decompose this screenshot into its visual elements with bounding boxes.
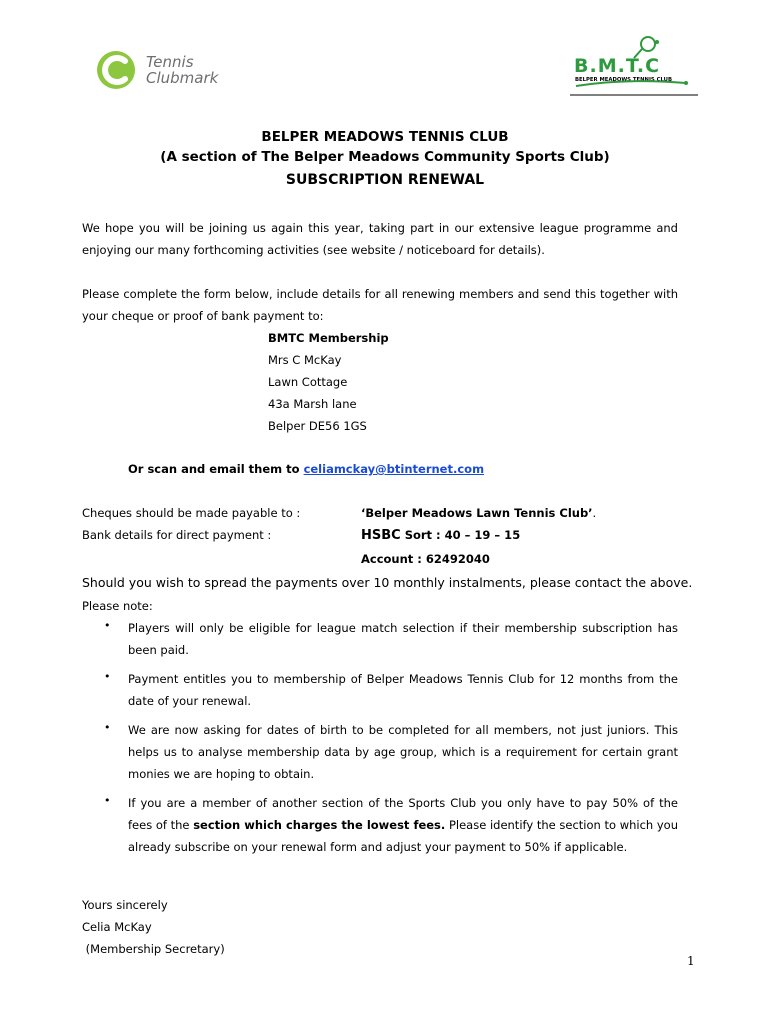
bank-name: HSBC [361,528,401,543]
club-title: BELPER MEADOWS TENNIS CLUB [261,129,509,145]
email-link[interactable]: celiamckay@btinternet.com [303,462,485,476]
bullet-icon: • [104,670,111,683]
instructions-paragraph: Please complete the form below, include details for all renewing members and send this together with your cheque or proof of bank payment to: [82,287,678,323]
address-name: BMTC Membership [268,331,389,345]
bank-account: Account : 62492040 [361,552,490,566]
tennis-clubmark-logo [94,50,234,90]
address-line: Lawn Cottage [268,375,348,389]
document-heading: SUBSCRIPTION RENEWAL [285,172,485,188]
clubmark-line1: Tennis [146,53,194,71]
address-line: Mrs C McKay [268,353,342,367]
bmtc-tagline: BELPER MEADOWS TENNIS CLUB [575,77,672,83]
note-item: Players will only be eligible for league match selection if their membership subscription has been paid. [128,621,678,657]
address-line: Belper DE56 1GS [268,419,367,433]
closing-salutation: Yours sincerely [82,898,168,912]
page-number: 1 [687,954,695,968]
address-line: 43a Marsh lane [268,397,357,411]
spread-payments-note: Should you wish to spread the payments over 10 monthly instalments, please contact the above. [82,575,693,590]
cheque-label: Cheques should be made payable to : [82,506,301,520]
bullet-icon: • [104,619,111,632]
cheque-payee-name: ‘Belper Meadows Lawn Tennis Club’ [361,506,593,520]
note-text: If you are a member of another section of the Sports Club you only have to pay 50% of the fees of the [128,796,678,832]
clubmark-line2: Clubmark [146,69,219,87]
note-item: Payment entitles you to membership of Belper Meadows Tennis Club for 12 months from the date of your renewal. [128,672,678,708]
bank-label: Bank details for direct payment : [82,528,272,542]
bmtc-logo [568,34,698,98]
email-prefix: Or scan and email them to [128,462,304,476]
note-emphasis: section which charges the lowest fees. [193,818,446,832]
please-note-label: Please note: [82,599,153,613]
email-instruction [128,458,484,480]
sort-code: Sort : 40 – 19 – 15 [400,528,521,542]
signatory-role: (Membership Secretary) [82,942,225,956]
bullet-icon: • [104,794,111,807]
bmtc-emblem-icon [568,34,698,98]
note-item: We are now asking for dates of birth to be completed for all members, not just juniors. This helps us to analyse membership data by age group, which is a requirement for certain grant monies we are hoping to obtain. [128,723,678,781]
bmtc-mark: B.M.T.C [574,55,661,77]
bullet-icon: • [104,721,111,734]
signatory-name: Celia McKay [82,920,152,934]
note-item [128,792,678,858]
note-text: Please identify the section to which you already subscribe on your renewal form and adjust your payment to 50% if applicable. [128,818,679,854]
cheque-payee [361,502,596,524]
intro-paragraph: We hope you will be joining us again this year, taking part in our extensive league programme and enjoying our many forthcoming activities (see website / noticeboard for details). [82,221,678,257]
club-subtitle: (A section of The Belper Meadows Community Sports Club) [160,149,610,165]
cheque-payee-end: . [592,506,597,520]
bank-sort-code [361,524,520,547]
clubmark-emblem-icon [94,50,234,90]
